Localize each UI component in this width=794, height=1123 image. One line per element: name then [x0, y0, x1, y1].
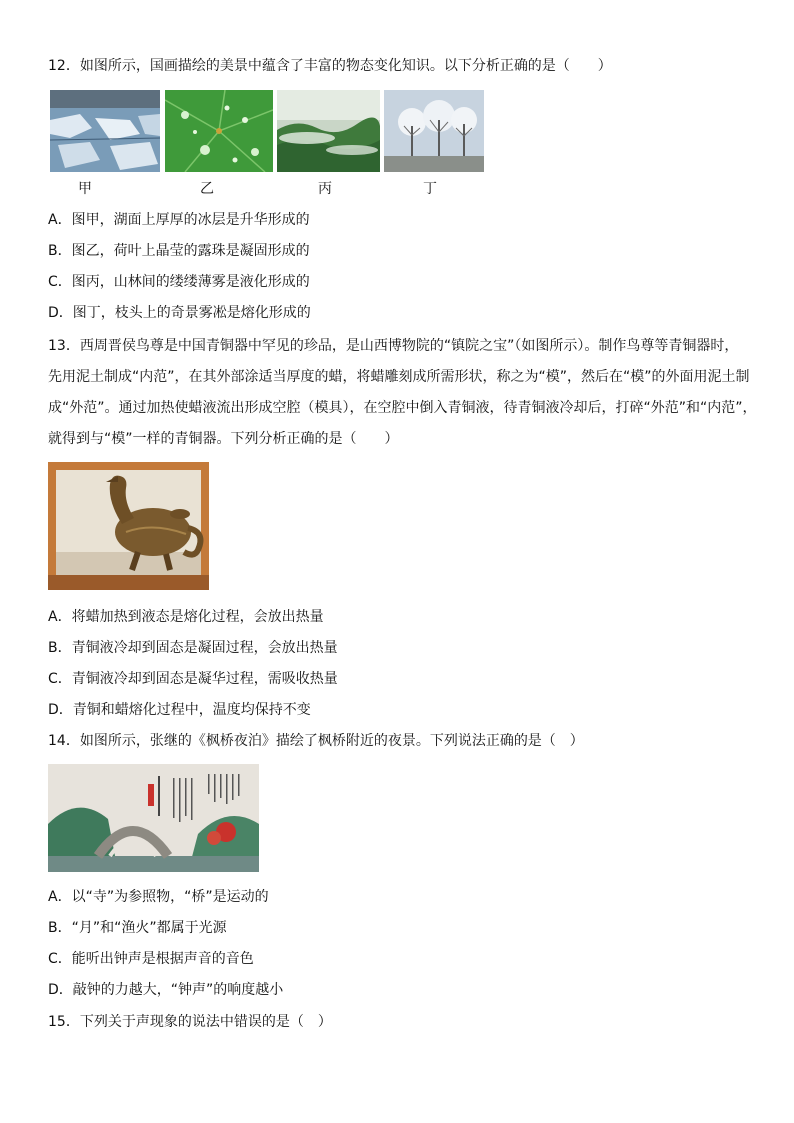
q12-image-rime: [384, 90, 484, 172]
q12-image-dew: [165, 90, 273, 172]
caption-bing: 丙: [318, 181, 332, 197]
q12-image-fog: [277, 90, 380, 172]
caption-yi: 乙: [200, 181, 214, 197]
q14-option-d[interactable]: D．敲钟的力越大，“钟声”的响度越小: [48, 982, 284, 998]
q13-option-d[interactable]: D．青铜和蜡熔化过程中，温度均保持不变: [48, 702, 311, 718]
q12-option-c[interactable]: C．图丙，山林间的缕缕薄雾是液化形成的: [48, 274, 310, 290]
q12-option-d[interactable]: D．图丁，枝头上的奇景雾凇是熔化形成的: [48, 305, 311, 321]
q14-option-a[interactable]: A．以“寺”为参照物，“桥”是运动的: [48, 889, 269, 905]
q12-option-a[interactable]: A．图甲，湖面上厚厚的冰层是升华形成的: [48, 212, 310, 228]
q14-option-b[interactable]: B．“月”和“渔火”都属于光源: [48, 920, 227, 936]
q12-stem: 12．如图所示，国画描绘的美景中蕴含了丰富的物态变化知识。以下分析正确的是（ ）: [48, 58, 612, 74]
q13-stem-line-1: 13．西周晋侯鸟尊是中国青铜器中罕见的珍品，是山西博物院的“镇院之宝”（如图所示）。制作鸟尊等青铜器时，: [48, 338, 739, 354]
caption-jia: 甲: [78, 181, 92, 197]
q13-stem-line-2: 先用泥土制成“内范”，在其外部涂适当厚度的蜡，将蜡雕刻成所需形状，称之为“模”，然后在“模”的外面用泥土制: [48, 369, 750, 385]
q13-stem-line-4: 就得到与“模”一样的青铜器。下列分析正确的是（ ）: [48, 431, 399, 447]
q12-image-ice: [50, 90, 160, 172]
q12-option-b[interactable]: B．图乙，荷叶上晶莹的露珠是凝固形成的: [48, 243, 310, 259]
q13-option-b[interactable]: B．青铜液冷却到固态是凝固过程，会放出热量: [48, 640, 338, 656]
caption-ding: 丁: [423, 181, 437, 197]
q14-option-c[interactable]: C．能听出钟声是根据声音的音色: [48, 951, 254, 967]
q14-stem: 14．如图所示，张继的《枫桥夜泊》描绘了枫桥附近的夜景。下列说法正确的是（ ）: [48, 733, 584, 749]
q13-image-bird-zun: [48, 462, 209, 590]
q13-option-c[interactable]: C．青铜液冷却到固态是凝华过程，需吸收热量: [48, 671, 338, 687]
q13-stem-line-3: 成“外范”。通过加热使蜡液流出形成空腔（模具），在空腔中倒入青铜液，待青铜液冷却后，打碎“外范”和“内范”，: [48, 400, 757, 416]
q13-option-a[interactable]: A．将蜡加热到液态是熔化过程，会放出热量: [48, 609, 324, 625]
q15-stem: 15．下列关于声现象的说法中错误的是（ ）: [48, 1014, 332, 1030]
q14-image-fengqiao-painting: [48, 764, 259, 872]
